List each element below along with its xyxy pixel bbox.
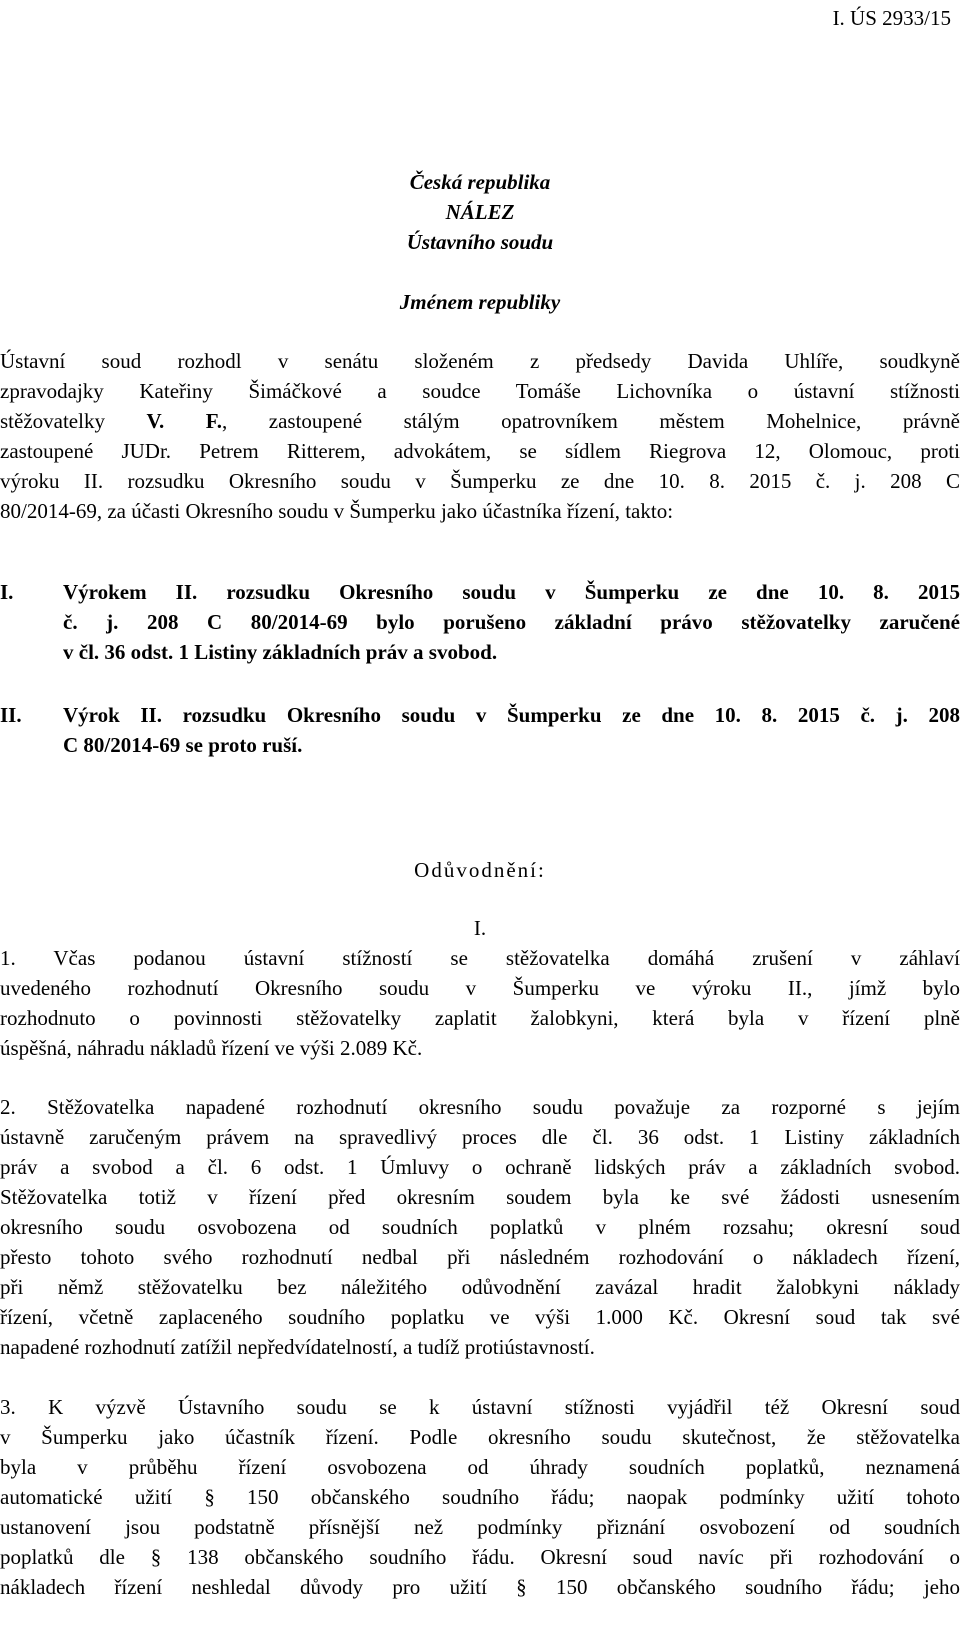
- case-number: I. ÚS 2933/15: [832, 6, 951, 30]
- intro-line: zpravodajky Kateřiny Šimáčkové a soudce Tomáše Lichovníka o ústavní stížnosti: [0, 379, 960, 403]
- intro-line-part: stěžovatelky: [0, 409, 105, 433]
- intro-line: výroku II. rozsudku Okresního soudu v Šumperku ze dne 10. 8. 2015 č. j. 208 C: [0, 469, 960, 493]
- heading-country: Česká republika: [409, 170, 551, 194]
- verdict-text: [63, 577, 960, 667]
- complainant-initials: V. F.: [146, 409, 222, 433]
- paragraph-line: nákladech řízení neshledal důvody pro užití § 150 občanského soudního řádu; jeho: [0, 1575, 960, 1599]
- paragraph-line: Stěžovatelka totiž v řízení před okresním soudem byla ke své žádosti usnesením: [0, 1185, 960, 1209]
- intro-line: [0, 406, 960, 436]
- paragraph-line: ústavně zaručeným právem na spravedlivý proces dle čl. 36 odst. 1 Listiny základních: [0, 1125, 960, 1149]
- paragraph-line: napadené rozhodnutí zatížil nepředvídatelností, a tudíž protiústavností.: [0, 1335, 595, 1359]
- paragraph-line: 1. Včas podanou ústavní stížností se stěžovatelka domáhá zrušení v záhlaví: [0, 946, 960, 970]
- paragraph-line: při němž stěžovatelku bez náležitého odůvodnění zavázal hradit žalobkyni náklady: [0, 1275, 960, 1299]
- reasoning-paragraph: [0, 943, 960, 1063]
- paragraph-line: uvedeného rozhodnutí Okresního soudu v Šumperku ve výroku II., jímž bylo: [0, 976, 960, 1000]
- verdict-line: č. j. 208 C 80/2014-69 bylo porušeno základní právo stěžovatelky zaručené: [63, 610, 960, 634]
- heading-in-name-of-republic: [0, 287, 960, 317]
- paragraph-line: okresního soudu osvobozena od soudních poplatků v plném rozsahu; okresní soud: [0, 1215, 960, 1239]
- paragraph-line: řízení, včetně zaplaceného soudního poplatku ve výši 1.000 Kč. Okresní soud tak své: [0, 1305, 960, 1329]
- heading-document-type: NÁLEZ: [445, 200, 515, 224]
- reasoning-heading: Odůvodnění:: [414, 858, 546, 882]
- heading-republic-line: Jménem republiky: [399, 290, 561, 314]
- verdict-number: I.: [0, 580, 14, 604]
- verdict-number: II.: [0, 703, 22, 727]
- verdict-line: Výrokem II. rozsudku Okresního soudu v Šumperku ze dne 10. 8. 2015: [63, 580, 960, 604]
- reasoning-paragraph: [0, 1092, 960, 1362]
- paragraph-line: přesto tohoto svého rozhodnutí nedbal při následném rozhodování o nákladech řízení,: [0, 1245, 960, 1269]
- paragraph-line: úspěšná, náhradu nákladů řízení ve výši 2.089 Kč.: [0, 1036, 423, 1060]
- verdict-line: v čl. 36 odst. 1 Listiny základních práv a svobod.: [63, 640, 498, 664]
- heading-court: Ústavního soudu: [406, 230, 554, 254]
- paragraph-line: poplatků dle § 138 občanského soudního řádu. Okresní soud navíc při rozhodování o: [0, 1545, 960, 1569]
- intro-paragraph: [0, 346, 960, 526]
- intro-line: 80/2014-69, za účasti Okresního soudu v Šumperku jako účastníka řízení, takto:: [0, 499, 674, 523]
- paragraph-line: byla v průběhu řízení osvobozena od úhrady soudních poplatků, neznamená: [0, 1455, 960, 1479]
- paragraph-line: 2. Stěžovatelka napadené rozhodnutí okresního soudu považuje za rozporné s jejím: [0, 1095, 960, 1119]
- verdict-line: Výrok II. rozsudku Okresního soudu v Šumperku ze dne 10. 8. 2015 č. j. 208: [63, 703, 960, 727]
- verdict-text: [63, 700, 960, 760]
- paragraph-line: v Šumperku jako účastník řízení. Podle okresního soudu skutečnost, že stěžovatelka: [0, 1425, 960, 1449]
- reasoning-paragraph: [0, 1392, 960, 1602]
- section-number: I.: [473, 916, 487, 940]
- paragraph-line: rozhodnuto o povinnosti stěžovatelky zaplatit žalobkyni, která byla v řízení plně: [0, 1006, 960, 1030]
- verdict-line: C 80/2014-69 se proto ruší.: [63, 733, 303, 757]
- intro-line-part: , zastoupené stálým opatrovníkem městem Mohelnice, právně: [221, 409, 960, 433]
- paragraph-line: automatické užití § 150 občanského soudního řádu; naopak podmínky užití tohoto: [0, 1485, 960, 1509]
- paragraph-line: práv a svobod a čl. 6 odst. 1 Úmluvy o ochraně lidských práv a základních svobod.: [0, 1155, 960, 1179]
- paragraph-line: 3. K výzvě Ústavního soudu se k ústavní stížnosti vyjádřil též Okresní soud: [0, 1395, 960, 1419]
- intro-line: Ústavní soud rozhodl v senátu složeném z předsedy Davida Uhlíře, soudkyně: [0, 349, 960, 373]
- paragraph-line: ustanovení jsou podstatně přísnější než podmínky přiznání osvobození od soudních: [0, 1515, 960, 1539]
- document-heading: [0, 167, 960, 257]
- intro-line: zastoupené JUDr. Petrem Ritterem, advokátem, se sídlem Riegrova 12, Olomouc, proti: [0, 439, 960, 463]
